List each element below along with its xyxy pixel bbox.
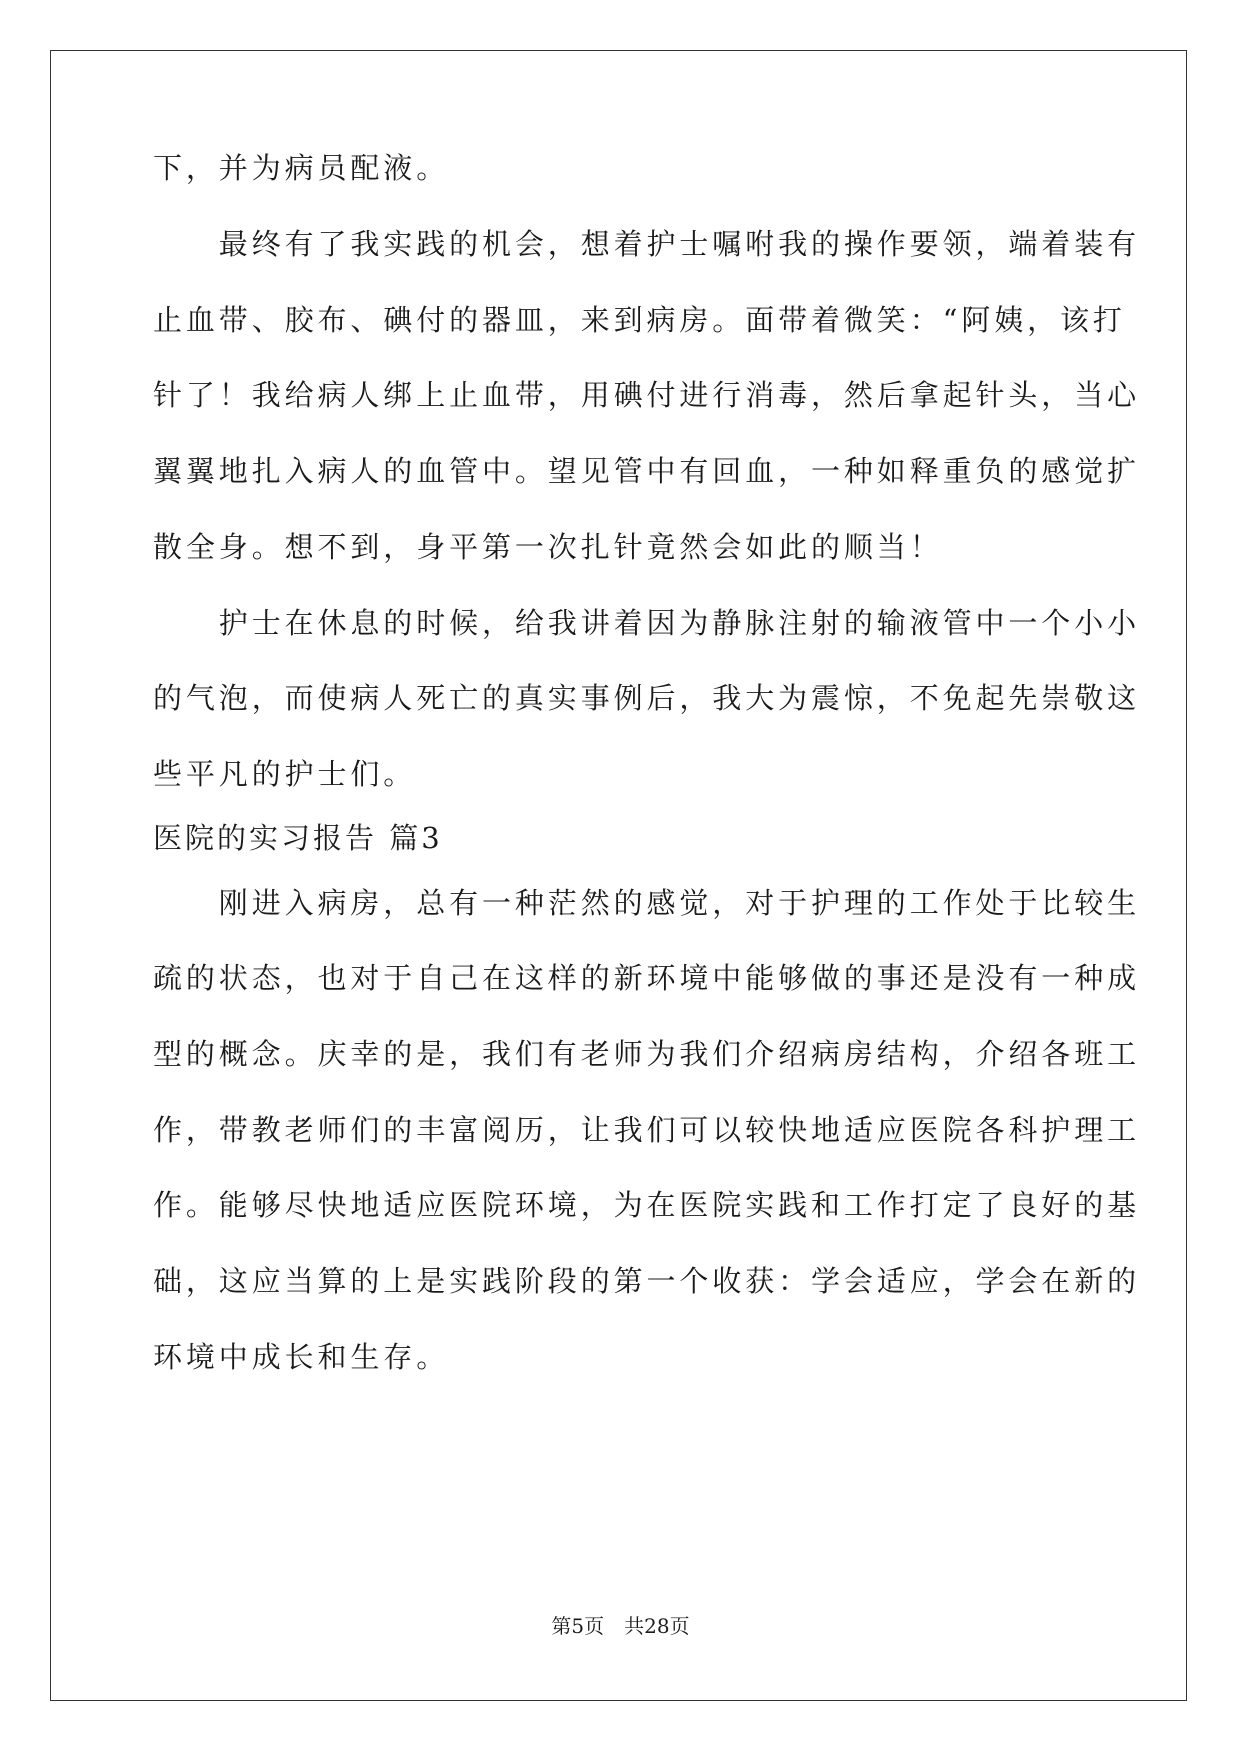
- text-line: 护士在休息的时候，给我讲着因为静脉注射的输液管中一个小小: [153, 606, 1141, 640]
- text-line: 环境中成长和生存。: [153, 1340, 450, 1374]
- text-line: 刚进入病房，总有一种茫然的感觉，对于护理的工作处于比较生: [153, 886, 1141, 920]
- text-line: 疏的状态，也对于自己在这样的新环境中能够做的事还是没有一种成: [153, 961, 1141, 995]
- text-line: 止血带、胶布、碘付的器皿，来到病房。面带着微笑：“阿姨，该打: [153, 303, 1126, 337]
- text-line: 针了！我给病人绑上止血带，用碘付进行消毒，然后拿起针头，当心: [153, 378, 1141, 412]
- page-number: 第5页 共28页: [551, 1614, 690, 1638]
- text-line: 散全身。想不到，身平第一次扎针竟然会如此的顺当！: [153, 530, 943, 564]
- text-line: 型的概念。庆幸的是，我们有老师为我们介绍病房结构，介绍各班工: [153, 1037, 1141, 1071]
- text-line: 的气泡，而使病人死亡的真实事例后，我大为震惊，不免起先崇敬这: [153, 681, 1141, 715]
- page-border: [50, 50, 1187, 1701]
- text-line: 作。能够尽快地适应医院环境，为在医院实践和工作打定了良好的基: [153, 1188, 1141, 1222]
- text-line: 些平凡的护士们。: [153, 757, 417, 791]
- text-line: 下，并为病员配液。: [153, 151, 450, 185]
- text-line: 最终有了我实践的机会，想着护士嘱咐我的操作要领，端着装有: [153, 227, 1141, 261]
- text-line: 作，带教老师们的丰富阅历，让我们可以较快地适应医院各科护理工: [153, 1113, 1141, 1147]
- section-heading: 医院的实习报告 篇3: [153, 821, 443, 855]
- text-line: 础，这应当算的上是实践阶段的第一个收获：学会适应，学会在新的: [153, 1264, 1141, 1298]
- text-line: 翼翼地扎入病人的血管中。望见管中有回血，一种如释重负的感觉扩: [153, 454, 1141, 488]
